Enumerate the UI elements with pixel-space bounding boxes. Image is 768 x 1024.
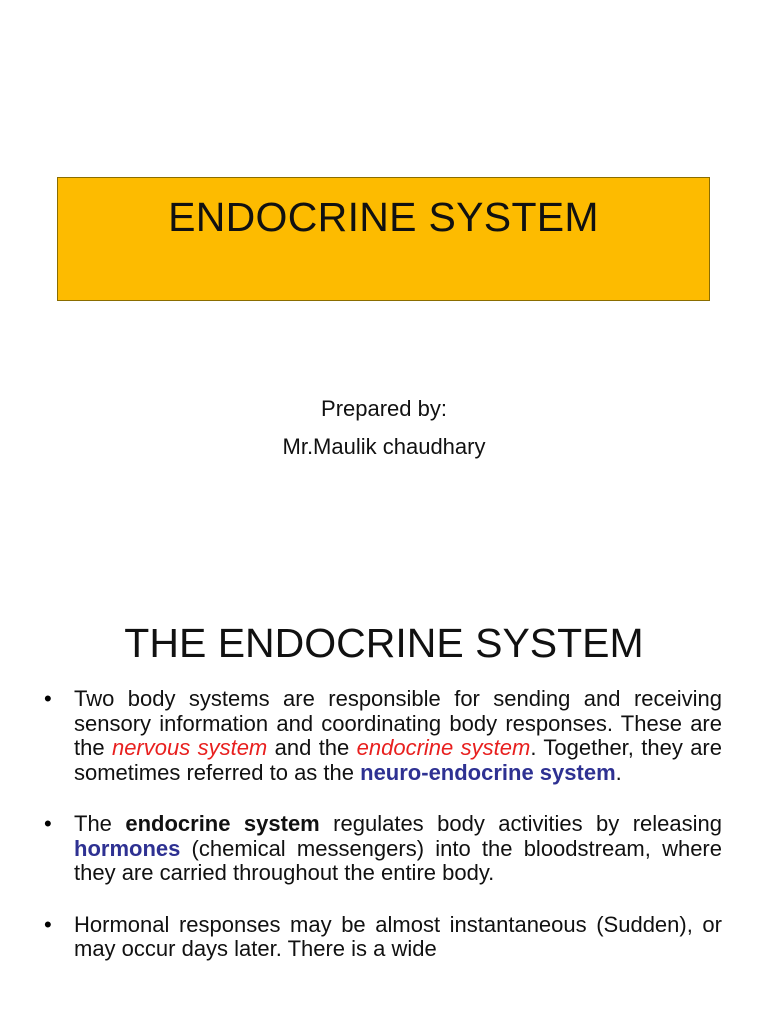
highlight-neuro-endocrine: neuro-endocrine system (360, 759, 616, 785)
content-slide (0, 600, 768, 1024)
bullet-dot: • (44, 686, 52, 711)
bullet-item (44, 913, 722, 962)
text-segment: Hormonal responses may be almost instantaneous (Sudden), or may occur days later. There is a wide (74, 911, 722, 961)
bullet-text (74, 913, 722, 962)
text-segment: The (74, 811, 126, 836)
emphasis-endocrine-system: endocrine system (356, 735, 531, 760)
bold-endocrine-system: endocrine system (125, 811, 320, 836)
bullet-list (44, 687, 722, 989)
bullet-item (44, 812, 722, 886)
bullet-text (74, 687, 722, 785)
author-name: Mr.Maulik chaudhary (282, 434, 486, 459)
text-segment: (chemical messengers) into the bloodstream, where they are carried throughout the entire body. (74, 835, 722, 885)
emphasis-nervous-system: nervous system (111, 735, 268, 760)
highlight-hormones: hormones (74, 835, 181, 861)
text-segment: Two body systems are responsible for sending and receiving sensory information and coordinating body responses. These are the (74, 686, 722, 760)
text-segment: . Together, they are sometimes referred to as the (74, 735, 722, 785)
bullet-dot: • (44, 911, 52, 937)
text-segment: regulates body activities by releasing (319, 811, 722, 836)
title-box (57, 177, 710, 301)
bullet-dot: • (44, 811, 52, 836)
bullet-text (74, 812, 722, 886)
prepared-by-label: Prepared by: (321, 396, 447, 421)
slide-title: ENDOCRINE SYSTEM (168, 194, 599, 240)
bullet-item (44, 687, 722, 785)
text-segment: . (615, 759, 622, 785)
text-segment: and the (267, 735, 357, 760)
content-heading: THE ENDOCRINE SYSTEM (124, 620, 644, 666)
